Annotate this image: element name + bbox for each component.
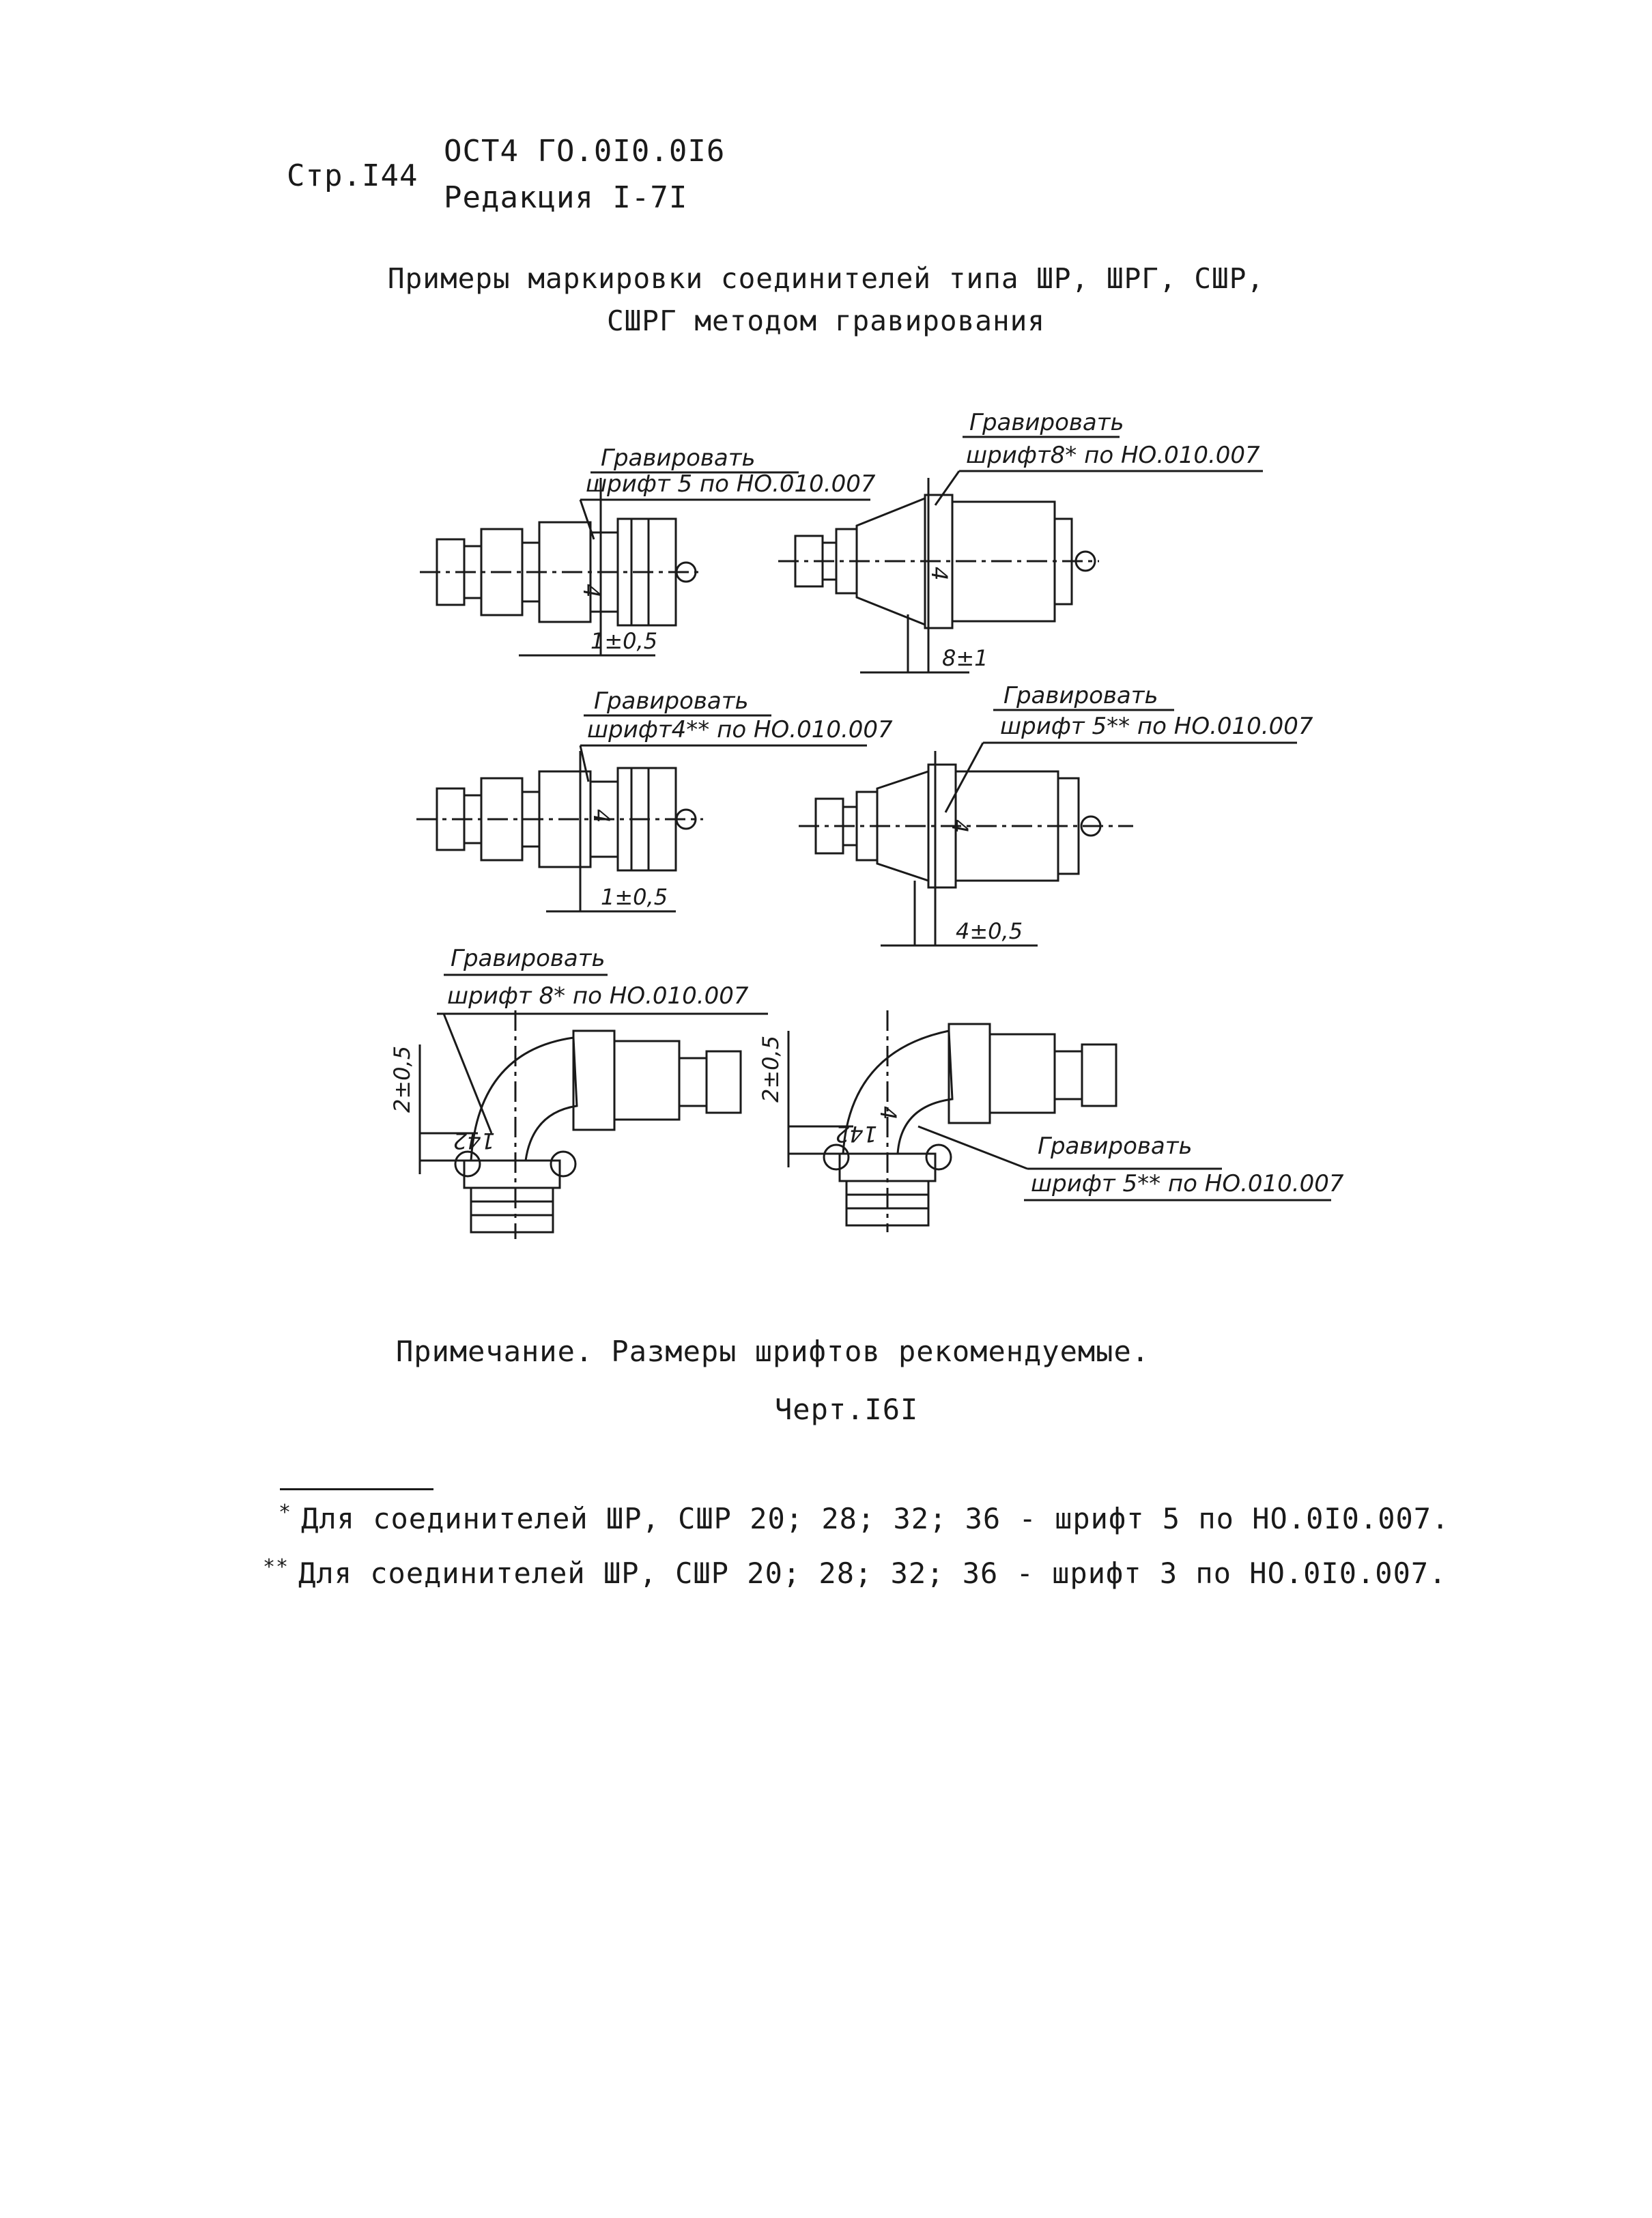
note: Примечание. Размеры шрифтов рекомендуемые. xyxy=(396,1335,1150,1368)
callout-6-line1: Гравировать xyxy=(1038,1133,1193,1160)
callout-3-line1: Гравировать xyxy=(594,687,749,715)
footnote-2 xyxy=(263,1556,1447,1590)
dim-6: 2±0,5 xyxy=(758,1035,784,1103)
dimension-6 xyxy=(758,1031,788,1167)
callout-1 xyxy=(580,444,876,539)
dim-1: 1±0,5 xyxy=(590,628,658,654)
callout-5-line2: шрифт 8* по НО.010.007 xyxy=(447,982,749,1010)
page-title-line2: СШРГ методом гравирования xyxy=(606,304,1046,337)
page-title-line1: Примеры маркировки соединителей типа ШР, ШРГ, СШР, xyxy=(387,262,1265,295)
callout-2 xyxy=(935,409,1263,505)
dimension-5 xyxy=(389,1044,420,1174)
standard-number: ОСТ4 ГО.0I0.0I6 xyxy=(444,134,726,169)
callout-1-line1: Гравировать xyxy=(601,444,756,472)
dim-4: 4±0,5 xyxy=(956,918,1023,944)
dim-5: 2±0,5 xyxy=(389,1045,415,1113)
callout-6-line2: шрифт 5** по НО.010.007 xyxy=(1031,1170,1344,1197)
callout-2-line1: Гравировать xyxy=(969,409,1124,436)
callout-5-line1: Гравировать xyxy=(451,945,606,972)
mark-size-3: 4 xyxy=(588,809,614,823)
footnote-2-mark: ** xyxy=(263,1555,289,1579)
mark-size-1: 4 xyxy=(578,584,604,598)
connector-angled-1 xyxy=(420,1010,741,1239)
dim-3: 1±0,5 xyxy=(601,884,668,910)
connector-angled-2 xyxy=(788,1010,1116,1232)
dim-2: 8±1 xyxy=(942,645,988,671)
callout-5 xyxy=(437,945,768,1133)
callout-4-line2: шрифт 5** по НО.010.007 xyxy=(1000,713,1313,740)
footnote-1-mark: * xyxy=(279,1501,292,1524)
footnote-1-text: Для соединителей ШР, СШР 20; 28; 32; 36 - шрифт 5 по НО.0I0.007. xyxy=(301,1502,1450,1535)
mark-size-2: 4 xyxy=(926,567,952,581)
page-number: Стр.I44 xyxy=(287,158,418,193)
dimension-1 xyxy=(519,628,657,655)
dimension-3 xyxy=(546,884,676,911)
connector-flanged-2 xyxy=(799,751,1133,946)
callout-4-line1: Гравировать xyxy=(1003,682,1158,709)
connector-flanged-1 xyxy=(778,478,1099,672)
edition: Редакция I-7I xyxy=(444,180,688,215)
figure-number: Черт.I6I xyxy=(775,1393,919,1426)
dimension-4 xyxy=(881,918,1038,946)
callout-4 xyxy=(945,682,1313,812)
footnote-2-text: Для соединителей ШР, СШР 20; 28; 32; 36 - шрифт 3 по НО.0I0.007. xyxy=(298,1556,1447,1590)
footnote-1 xyxy=(279,1502,1449,1535)
callout-1-line2: шрифт 5 по НО.010.007 xyxy=(586,470,876,498)
mark-size-5: 142 xyxy=(453,1128,495,1154)
callout-6 xyxy=(918,1126,1344,1200)
connector-straight-1 xyxy=(420,478,703,655)
mark-size-4: 4 xyxy=(947,819,973,834)
callout-2-line2: шрифт8* по НО.010.007 xyxy=(966,442,1260,469)
footnote-rule xyxy=(280,1488,433,1490)
mark-size-7: 142 xyxy=(835,1121,877,1147)
mark-size-6: 4 xyxy=(875,1106,901,1120)
dimension-2 xyxy=(860,645,988,672)
callout-3-line2: шрифт4** по НО.010.007 xyxy=(587,716,893,743)
